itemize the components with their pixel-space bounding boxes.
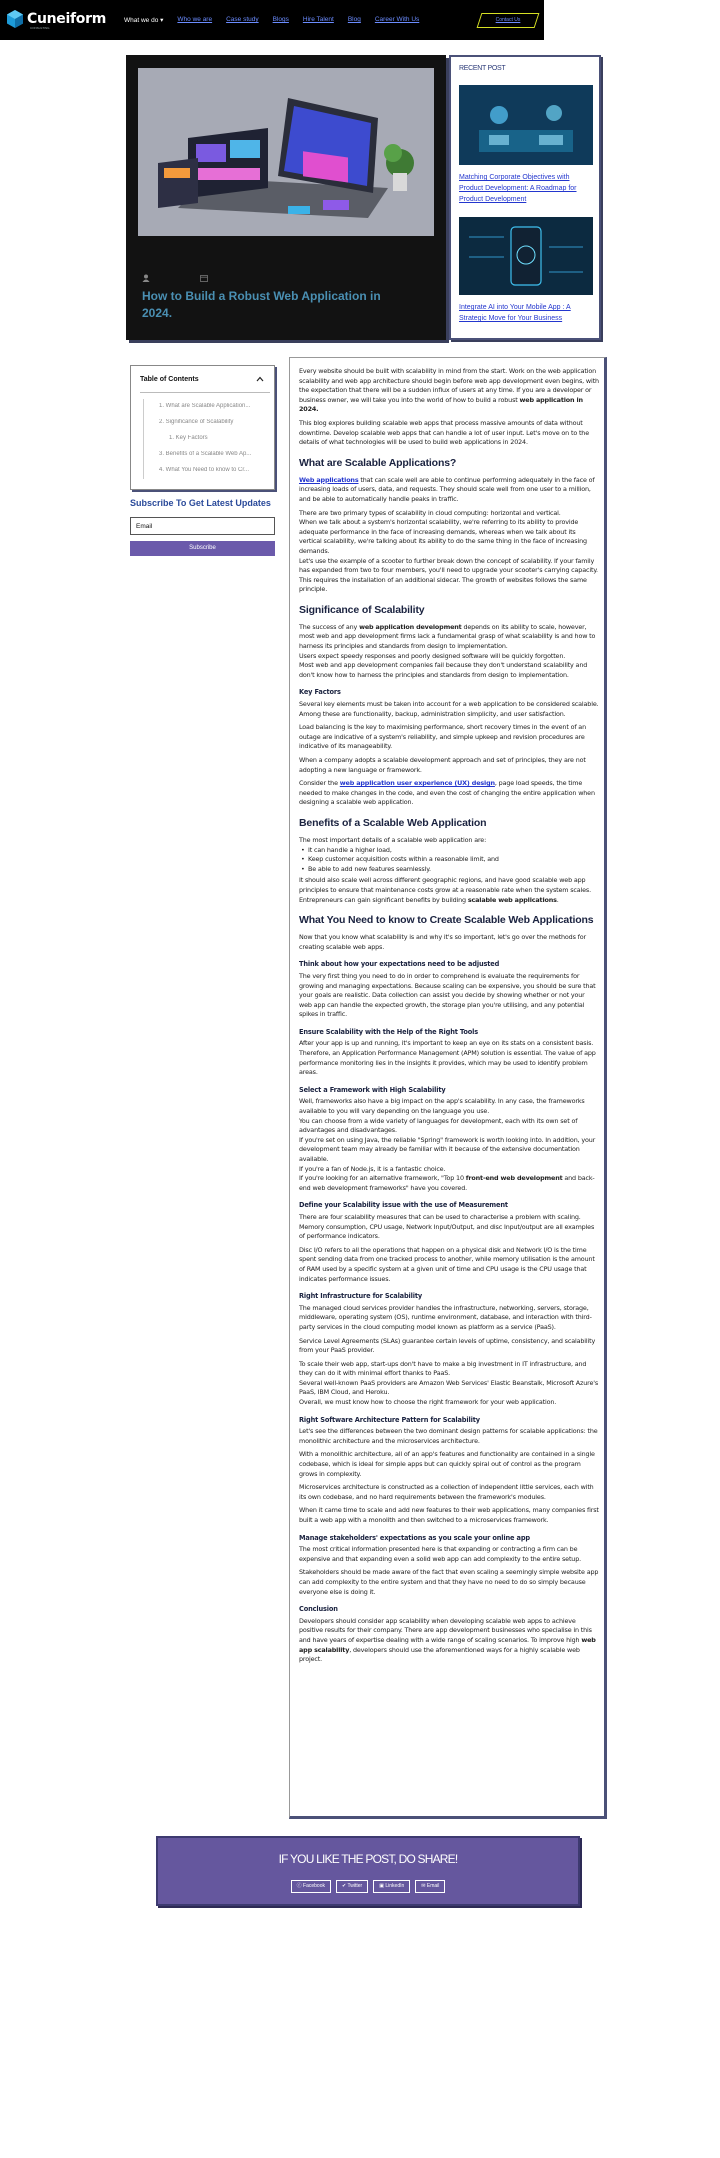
paragraph: Disc I/O refers to all the operations that happen on a physical disk and Network I/O is the time spent sending data from one tracked process to another, while memory utilisation is the amount of RAM used by a specific system at a given unit of time and CPU usage is the CPU usage that indicates performance issues. (299, 1245, 595, 1283)
paragraph: Entrepreneurs can gain significant benefits by building scalable web applications. (299, 895, 559, 904)
benefits-list (308, 846, 599, 875)
twitter-icon: ✔ (341, 1883, 347, 1889)
calendar-icon (200, 269, 208, 277)
recent-post-image-1[interactable] (459, 85, 593, 165)
section-heading: What are Scalable Applications? (299, 456, 457, 469)
paragraph: The success of any web application development depends on its ability to scale, however, most web and app development firms lack a fundamental grasp of what scalability is and how to harness its principles and standards from design to implementation. (299, 622, 596, 651)
section-heading: Benefits of a Scalable Web Application (299, 816, 487, 829)
subscribe-heading: Subscribe To Get Latest Updates (130, 498, 271, 508)
hero-meta (142, 269, 208, 277)
paragraph: Overall, we must know how to choose the right framework for your web application. (299, 1398, 557, 1407)
list-item: • It can handle a higher load, (308, 846, 599, 856)
paragraph: With a monolithic architecture, all of an app's features and functionality are contained in a single codebase, which is ideal for simple apps but can quickly spiral out of control as the program grows in complexity. (299, 1450, 595, 1478)
recent-post-image-2[interactable] (459, 217, 593, 295)
recent-post-link-1[interactable]: Matching Corporate Objectives with Product Development: A Roadmap for Product Development (459, 174, 577, 203)
sub-heading: Think about how your expectations need to be adjusted (299, 960, 500, 969)
contact-us-label: Contact Us (495, 17, 521, 23)
paragraph: To scale their web app, start-ups don't have to make a big investment in IT infrastructure, and they can do it with minimal effort thanks to PaaS. (299, 1359, 587, 1378)
nav-link-blogs[interactable]: Blogs (272, 16, 289, 23)
toc-item-2[interactable]: 2. Significance of Scalability (159, 419, 234, 425)
paragraph: Most web and app development companies fail because they don't understand scalability and don't know how to harness the principles and standards from design to implementation. (299, 661, 588, 679)
toc-item-1[interactable]: 1. What are Scalable Application... (159, 403, 251, 409)
sub-heading: Select a Framework with High Scalability (299, 1085, 446, 1094)
paragraph: Web applications that can scale well are able to continue performing adequately in the face of increasing loads of users, data, and requests. They should scale well from one user to a million, and be able to automatically handle peaks in traffic. (299, 475, 595, 503)
nav-link-who-we-are[interactable]: Who we are (177, 16, 213, 23)
paragraph: The most important details of a scalable web application are: (299, 835, 487, 844)
post-title: How to Build a Robust Web Application in 2024. (142, 289, 381, 320)
paragraph: This blog explores building scalable web apps that process massive amounts of data without downtime. Develop scalable web apps that can handle a lot of user input. Let's move on to the details of what technologies will be used to build web applications in 2024. (299, 418, 589, 447)
share-facebook-button[interactable]: ⓕ Facebook (291, 1880, 331, 1893)
nav-link-career[interactable]: Career With Us (374, 16, 420, 23)
top-nav (0, 0, 544, 40)
share-buttons (158, 1880, 578, 1893)
share-banner (156, 1836, 580, 1906)
paragraph: There are two primary types of scalability in cloud computing: horizontal and vertical. (299, 508, 561, 517)
sub-heading: Right Infrastructure for Scalability (299, 1292, 423, 1301)
paragraph: The very first thing you need to do in order to comprehend is evaluate the requirements for growing and managing expectations. Because scaling can be expensive, you should be sure that your goals are realistic. Data collection can assist you decide by showing whether or not your web app can handle the expected growth, the storage plan you're utilising, and any potential spikes in traffic. (299, 971, 596, 1019)
toc-item-2-1[interactable]: 1. Key Factors (169, 435, 208, 441)
paragraph: Service Level Agreements (SLAs) guarantee certain levels of uptime, consistency, and scalability from your PaaS provider. (299, 1336, 596, 1355)
sub-heading: Define your Scalability issue with the use of Measurement (299, 1201, 508, 1210)
email-input[interactable]: Email (130, 517, 275, 535)
paragraph: The managed cloud services provider handles the infrastructure, networking, servers, storage, middleware, operating system (OS), runtime environment, database, and interaction with third-party services in the cloud computing model known as platform as a service (PaaS). (299, 1303, 592, 1331)
author-icon (142, 269, 150, 277)
paragraph: If you're set on using Java, the reliable "Spring" framework is worth looking into. In addition, your development team may already be familiar with it because of the extensive documentation available. (299, 1135, 596, 1163)
toc-item-3[interactable]: 3. Benefits of a Scalable Web Ap... (159, 451, 252, 457)
recent-post-link-2[interactable]: Integrate AI into Your Mobile App : A Strategic Move for Your Business (459, 304, 571, 322)
linkedin-icon: ▣ (379, 1883, 384, 1889)
logo-cube-icon (6, 9, 24, 29)
paragraph: Load balancing is the key to maximising performance, short recovery times in the event of an outage are indicative of a system's reliability, and simple upkeep and revision procedures are indicative of its manageability. (299, 723, 586, 751)
section-heading: What You Need to know to Create Scalable Web Applications (299, 914, 594, 927)
nav-links (124, 16, 433, 24)
toc-heading: Table of Contents (140, 376, 199, 383)
recent-posts (449, 55, 601, 340)
section-heading: Significance of Scalability (299, 603, 425, 616)
paragraph: The most critical information presented here is that expanding or contracting a firm can be expensive and that expanding even a solid web app can add complexity to the entire setup. (299, 1545, 581, 1563)
share-email-button[interactable]: ✉ Email (415, 1880, 445, 1893)
list-item: • Be able to add new features seamlessly. (308, 865, 599, 875)
article-content (299, 367, 599, 1669)
logo[interactable] (6, 9, 106, 29)
paragraph: Stakeholders should be made aware of the fact that even scaling a seemingly simple website app can add complexity to the entire system and that they have no need to do so simply because everyone else is doing it. (299, 1568, 599, 1596)
nav-link-blog[interactable]: Blog (347, 16, 361, 23)
laptop-illustration (138, 68, 434, 236)
sub-heading: Right Software Architecture Pattern for Scalability (299, 1415, 480, 1424)
article-body (289, 357, 607, 1819)
paragraph: Consider the web application user experience (UX) design, page load speeds, the time needed to make changes in the code, and even the cost of changing the entire application when designing a scalable web application. (299, 779, 595, 807)
paragraph: Several key elements must be taken into account for a web application to be considered scalable. Among these are functionality, backup, administration simplicity, and user satisfaction. (299, 700, 599, 718)
paragraph: If you're looking for an alternative framework, "Top 10 front-end web development and back-end web development frameworks" have you covered. (299, 1174, 595, 1192)
subscribe-button[interactable]: Subscribe (130, 541, 275, 556)
share-linkedin-button[interactable]: ▣ LinkedIn (373, 1880, 410, 1893)
paragraph: It should also scale well across different geographic regions, and have good scalable web app principles to ensure that maintenance costs grow at a reasonable rate when the system scales. (299, 876, 591, 894)
chevron-up-icon[interactable] (256, 376, 264, 384)
sub-heading: Manage stakeholders' expectations as you scale your online app (299, 1533, 530, 1542)
paragraph: There are four scalability measures that can be used to characterise a problem with scaling. Memory consumption, CPU usage, Network Input/Output, and disc Input/output are all examples of performance indicators. (299, 1212, 595, 1241)
paragraph: When we talk about a system's horizontal scalability, we're referring to its ability to provide adequate performance in the face of increasing demands, whereas when we talk about its vertical scalability, we're talking about its ability to do the same thing in the face of increasing demands. (299, 518, 587, 555)
paragraph: Well, frameworks also have a big impact on the app's scalability. In any case, the frameworks available to you will vary depending on the language you use. (299, 1097, 585, 1116)
logo-subtitle: CONSULTING (30, 26, 50, 30)
paragraph: After your app is up and running, it's important to keep an eye on its stats on a consistent basis. Therefore, an Application Performance Management (APM) solution is essential. The value of app performance monitoring lies in the insights it provides, which may be used to identify problem areas. (299, 1039, 596, 1077)
sub-heading: Conclusion (299, 1605, 338, 1614)
paragraph: Developers should consider app scalability when developing scalable web apps to achieve positive results for their company. There are app development businesses who specialise in this and have years of expertise dealing with a wide range of scaling scenarios. To improve high web app scalability, developers should use the aforementioned ways for a highly scalable web project. (299, 1616, 596, 1664)
paragraph: Several well-known PaaS providers are Amazon Web Services' Elastic Beanstalk, Microsoft Azure's PaaS, IBM Cloud, and Heroku. (299, 1378, 599, 1397)
facebook-icon: ⓕ (296, 1883, 302, 1889)
logo-text: Cuneiform (27, 11, 107, 27)
table-of-contents (130, 365, 275, 490)
sub-heading: Key Factors (299, 688, 341, 697)
paragraph: When a company adopts a scalable development approach and set of principles, they are not adopting a new language or framework. (299, 756, 586, 774)
hero-card (126, 55, 446, 340)
toc-rail (143, 399, 144, 479)
nav-link-case-study[interactable]: Case study (226, 16, 259, 23)
nav-link-what-we-do[interactable]: What we do ▾ (124, 17, 164, 24)
nav-link-hire-talent[interactable]: Hire Talent (302, 16, 334, 23)
email-icon: ✉ (421, 1883, 426, 1889)
recent-posts-heading: RECENT POST (459, 65, 506, 72)
toc-item-4[interactable]: 4. What You Need to know to Cr... (159, 467, 250, 473)
contact-us-button[interactable] (477, 13, 540, 28)
share-twitter-button[interactable]: ✔ Twitter (336, 1880, 368, 1893)
paragraph: Microservices architecture is constructed as a collection of independent little services, each with its own codebase, and no hard requirements between the framework's modules. (299, 1483, 594, 1501)
paragraph: If you're a fan of Node.js, it is a fantastic choice. (299, 1164, 446, 1173)
web-applications-link[interactable]: Web applications (299, 475, 359, 484)
ux-design-link[interactable]: web application user experience (UX) design (339, 779, 495, 788)
share-heading: IF YOU LIKE THE POST, DO SHARE! (278, 1852, 458, 1866)
paragraph: Let's use the example of a scooter to further break down the concept of scalability. If your family has expanded from two to four members, you'll need to upgrade your scooter's carrying capacity. This requires the installation of an additional sidecar. The growth of websites follows the same principle. (299, 556, 598, 594)
paragraph: Let's see the differences between the two dominant design patterns for scalable applications: the monolithic architecture and the microservices architecture. (299, 1427, 598, 1445)
list-item: • Keep customer acquisition costs within a reasonable limit, and (308, 855, 599, 865)
hero-image (138, 68, 434, 236)
paragraph: You can choose from a wide variety of languages for development, each with its own set of advantages and disadvantages. (299, 1116, 578, 1135)
paragraph: When it came time to scale and add new features to their web applications, many companies first built a web app with a monolith and then switched to a microservices framework. (299, 1506, 599, 1524)
toc-divider (140, 392, 270, 393)
phone-ai-illustration (459, 217, 593, 295)
team-illustration (459, 85, 593, 165)
paragraph: Every website should be built with scalability in mind from the start. Work on the web application scalability and web app architecture should begin before web app development even begins, with the expectation that there will be a sudden influx of users at any time. If you are a developer or business owner, we will take you into the world of how to build a robust web application in 2024. (299, 367, 599, 414)
sub-heading: Ensure Scalability with the Help of the Right Tools (299, 1027, 478, 1036)
paragraph: Users expect speedy responses and poorly designed software will be quickly forgotten. (299, 651, 566, 660)
paragraph: Now that you know what scalability is and why it's so important, let's go over the methods for creating scalable web apps. (299, 933, 586, 951)
